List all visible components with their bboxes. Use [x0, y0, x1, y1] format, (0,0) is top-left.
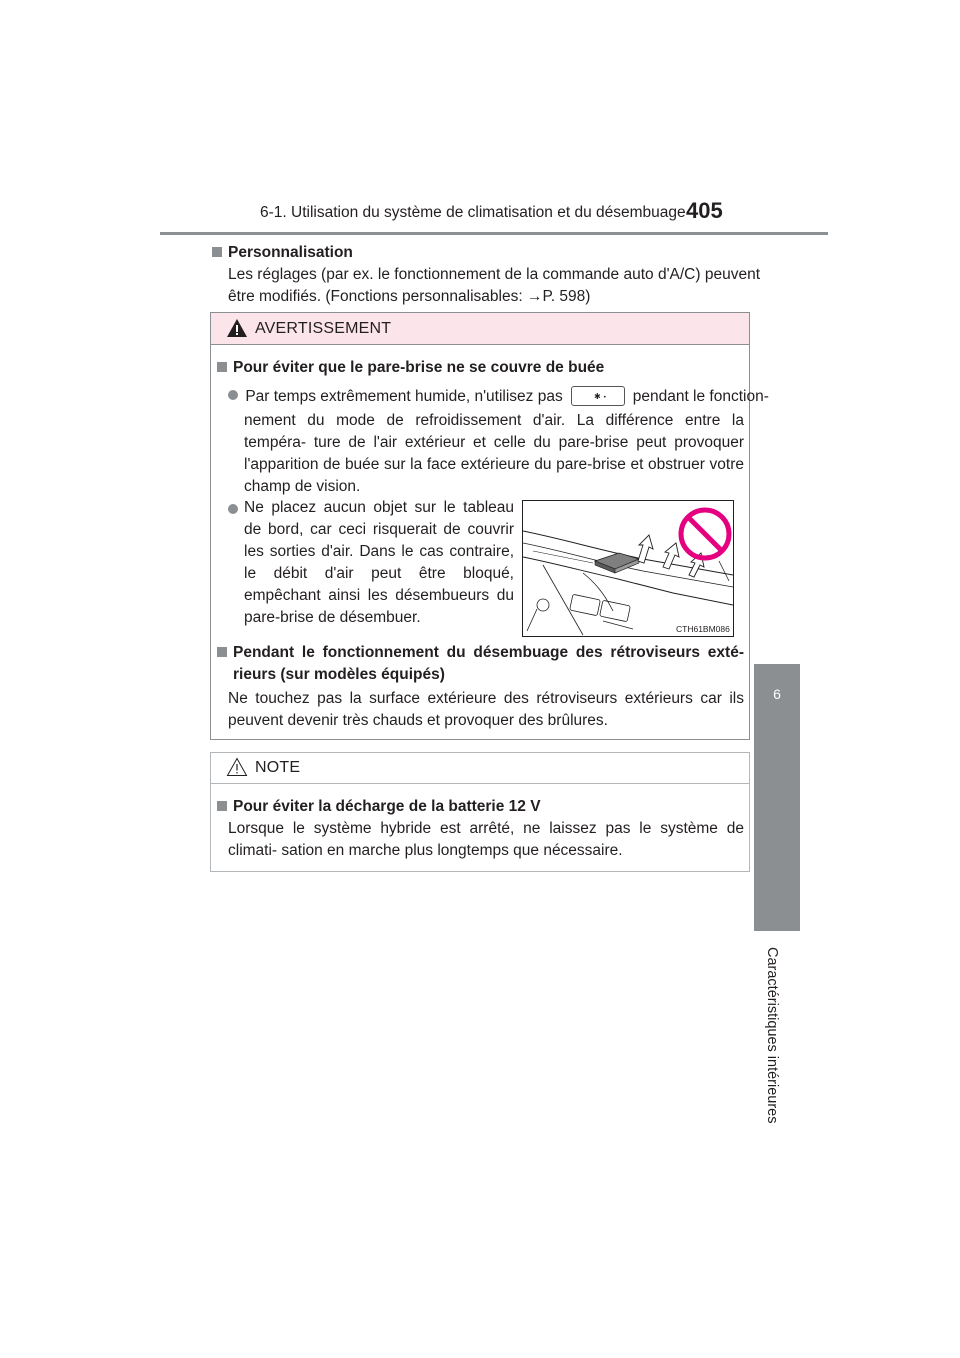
note-title: NOTE: [255, 759, 301, 776]
warning-section2-heading: [233, 642, 744, 686]
dashboard-illustration: [522, 500, 734, 637]
personnalisation-heading-text: Personnalisation: [228, 244, 353, 261]
note-heading-text: Pour éviter la décharge de la batterie 12 V: [233, 798, 541, 815]
round-bullet-icon: [228, 500, 238, 522]
note-heading: [217, 796, 541, 818]
chapter-tab: [754, 664, 800, 931]
warning-triangle-icon: [226, 318, 248, 338]
warning-section2-text: Ne touchez pas la surface extérieure des rétroviseurs extérieurs car ils peuvent devenir très chauds et provoquer des brûlures.: [228, 690, 744, 729]
note-text: Lorsque le système hybride est arrêté, ne laissez pas le système de climati- sation en marche plus longtemps que nécessaire.: [228, 820, 744, 859]
svg-text:✱: ✱: [593, 392, 601, 401]
warning-section1-heading-text: Pour éviter que le pare-brise ne se couvre de buée: [233, 359, 605, 376]
illustration-code: CTH61BM086: [676, 624, 730, 634]
cool-mode-button-icon: [571, 386, 625, 406]
chapter-label: [762, 947, 798, 1187]
warning-bullet1-line1: [228, 386, 769, 408]
warning-title: AVERTISSEMENT: [255, 320, 392, 337]
warning-section2-heading-text: Pendant le fonctionnement du désembuage des rétroviseurs exté- rieurs (sur modèles équipés): [233, 644, 744, 683]
section-title: 6-1. Utilisation du système de climatisation et du désembuage: [260, 204, 686, 221]
page-number: 405: [686, 198, 723, 223]
chapter-label-text: Caractéristiques intérieures: [764, 947, 780, 1124]
personnalisation-heading: [212, 242, 353, 264]
warning-bullet2: Ne placez aucun objet sur le tableau de bord, car ceci risquerait de couvrir les sorties d'air. Dans le cas contraire, le débit d'air peut être bloqué, empêchant ainsi les désembueurs du pare-brise de désembuer.: [244, 499, 514, 626]
chapter-number: 6: [773, 686, 781, 702]
square-bullet-icon: [217, 362, 227, 372]
personnalisation-line2: être modifiés. (Fonctions personnalisables: →P. 598): [228, 288, 591, 305]
warning-bullet1-rest: nement du mode de refroidissement d'air. La différence entre la tempéra- ture de l'air extérieur et celle du pare-brise peut provoquer l'apparition de buée sur la face extérieure du pare-brise et obstruer votre champ de vision.: [244, 412, 744, 495]
square-bullet-icon: [217, 801, 227, 811]
warning-header: [211, 313, 749, 345]
square-bullet-icon: [217, 642, 233, 664]
square-bullet-icon: [212, 247, 222, 257]
personnalisation-line1: Les réglages (par ex. le fonctionnement de la commande auto d'A/C) peuvent: [228, 266, 760, 283]
svg-text:•: •: [602, 394, 607, 401]
caution-triangle-icon: [226, 757, 248, 777]
header-rule: [160, 232, 828, 235]
round-bullet-icon: [228, 390, 238, 400]
bullet1-before: Par temps extrêmement humide, n'utilisez pas: [245, 388, 563, 405]
warning-section1-heading: [217, 357, 604, 379]
bullet1-after: pendant le fonction-: [632, 388, 769, 405]
note-header: [211, 753, 749, 784]
